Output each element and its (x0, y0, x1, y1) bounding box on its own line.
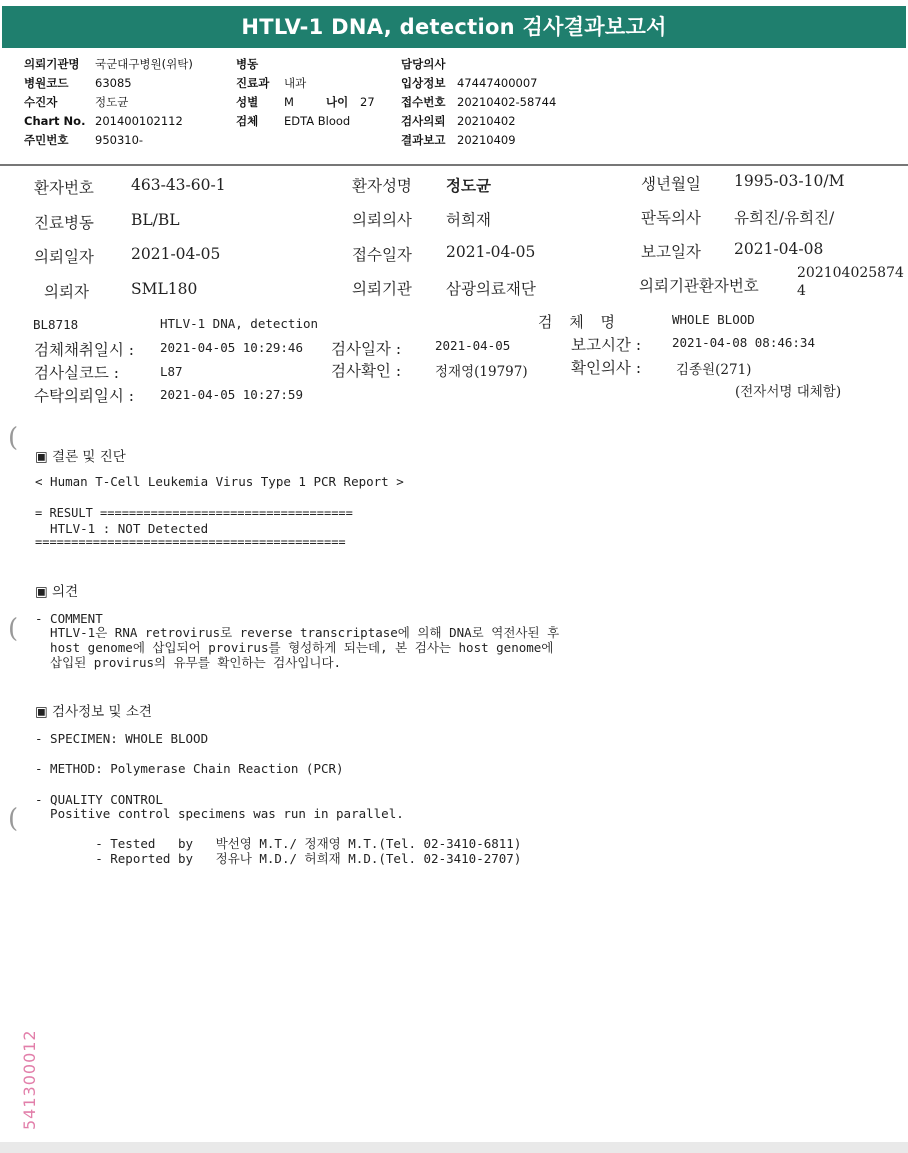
hdr-value-age: 27 (360, 95, 375, 109)
label-reg-no: 환자번호 (34, 179, 94, 197)
reported-by-line: - Reported by 정유나 M.D./ 허희재 M.D.(Tel. 02-3410-2707) (35, 851, 522, 866)
hdr-label-age: 나이 (326, 95, 349, 109)
comment-line-1: HTLV-1은 RNA retrovirus로 reverse transcriptase에 의해 DNA로 역전사된 후 (35, 625, 560, 640)
document-stamp-number: 541300012 (20, 1029, 39, 1130)
hdr-value-accession-no: 20210402-58744 (457, 95, 557, 109)
value-consign: 2021-04-05 10:27:59 (160, 387, 303, 402)
hdr-value-department: 내과 (284, 76, 307, 90)
value-org-patient-no-2: 4 (797, 283, 806, 299)
comment-line-3: 삽입된 provirus의 유무를 확인하는 검사입니다. (35, 655, 342, 670)
value-org-patient-no-1: 202104025874 (797, 265, 904, 281)
value-requester: SML180 (131, 280, 198, 298)
header-col-2 (236, 55, 375, 131)
result-value: HTLV-1 : NOT Detected (35, 521, 209, 536)
info-qc-heading: - QUALITY CONTROL (35, 792, 163, 807)
info-method: - METHOD: Polymerase Chain Reaction (PCR) (35, 761, 344, 776)
result-rule-line: =========================================== (35, 535, 346, 549)
value-confirm-doctor: 김종원(271) (676, 362, 752, 378)
hdr-value-org: 국군대구병원(위탁) (95, 57, 193, 71)
label-confirm-doctor: 확인의사 : (571, 359, 642, 377)
label-req-doctor: 의뢰의사 (352, 211, 412, 229)
value-exam-date: 2021-04-05 (435, 338, 511, 353)
hdr-value-test-request: 20210402 (457, 114, 516, 128)
value-report-date: 2021-04-08 (734, 240, 824, 258)
report-title: HTLV-1 DNA, detection 검사결과보고서 (241, 15, 667, 39)
test-code: BL8718 (33, 317, 79, 332)
label-req-date: 의뢰일자 (34, 248, 94, 266)
result-header-line: = RESULT =================================== (35, 506, 353, 520)
label-birth: 생년월일 (641, 175, 701, 193)
hdr-label-accession-no: 접수번호 (401, 95, 446, 109)
value-req-doctor: 허희재 (446, 211, 491, 229)
label-report-date: 보고일자 (641, 243, 701, 261)
hdr-value-specimen: EDTA Blood (284, 114, 351, 128)
hdr-value-result-report: 20210409 (457, 133, 516, 147)
hdr-label-resident-no: 주민번호 (24, 133, 69, 147)
hdr-value-patient: 정도균 (95, 95, 129, 109)
header-col-1 (24, 55, 193, 150)
label-req-org: 의뢰기관 (352, 280, 412, 298)
hdr-label-patient: 수진자 (24, 95, 58, 109)
hdr-label-org: 의뢰기관명 (24, 57, 80, 71)
hdr-label-doctor: 담당의사 (401, 57, 446, 71)
value-collect: 2021-04-05 10:29:46 (160, 340, 303, 355)
hdr-label-specimen: 검체 (236, 114, 259, 128)
value-req-date: 2021-04-05 (131, 245, 221, 263)
label-report-time: 보고시간 : (571, 336, 642, 354)
header-col-3 (401, 55, 556, 150)
value-report-time: 2021-04-08 08:46:34 (672, 335, 815, 350)
label-lab-code: 검사실코드 : (34, 364, 120, 382)
report-title-banner (2, 6, 906, 48)
value-reg-no: 463-43-60-1 (131, 176, 226, 194)
value-specimen-name: WHOLE BLOOD (672, 312, 755, 327)
comment-heading: - COMMENT (35, 611, 103, 626)
hdr-label-chart-no: Chart No. (24, 114, 86, 128)
value-patient-name: 정도균 (446, 176, 491, 195)
hdr-value-sex: M (284, 95, 294, 109)
value-recv-date: 2021-04-05 (446, 243, 536, 261)
label-read-doctor: 판독의사 (641, 209, 701, 227)
value-lab-code: L87 (160, 364, 183, 379)
label-patient-name: 환자성명 (352, 177, 412, 195)
value-birth: 1995-03-10/M (734, 172, 845, 190)
section-conclusion-title: ▣ 결론 및 진단 (35, 449, 126, 465)
hdr-label-test-request: 검사의뢰 (401, 114, 446, 128)
label-specimen-name: 검 체 명 (538, 313, 622, 331)
hdr-label-result-report: 결과보고 (401, 133, 446, 147)
test-name: HTLV-1 DNA, detection (160, 316, 319, 331)
hdr-label-ward: 병동 (236, 57, 259, 71)
info-specimen: - SPECIMEN: WHOLE BLOOD (35, 731, 209, 746)
label-ward: 진료병동 (34, 214, 94, 232)
page-bottom-bar (0, 1142, 908, 1153)
section-test-info-title: ▣ 검사정보 및 소견 (35, 704, 152, 720)
hdr-value-clinical-info: 47447400007 (457, 76, 538, 90)
punch-hole-mark: ( (8, 614, 19, 644)
punch-hole-mark: ( (8, 423, 19, 453)
label-org-patient-no: 의뢰기관환자번호 (639, 277, 759, 295)
value-req-org: 삼광의료재단 (446, 280, 536, 298)
hdr-label-department: 진료과 (236, 76, 270, 90)
hdr-value-resident-no: 950310- (95, 133, 144, 147)
label-consign: 수탁의뢰일시 : (34, 387, 134, 405)
value-confirm: 정재영(19797) (435, 364, 528, 380)
hdr-value-hospital-code: 63085 (95, 76, 132, 90)
pcr-report-title: < Human T-Cell Leukemia Virus Type 1 PCR Report > (35, 474, 404, 489)
label-recv-date: 접수일자 (352, 246, 412, 264)
punch-hole-mark: ( (8, 804, 19, 834)
hdr-label-clinical-info: 입상정보 (401, 76, 446, 90)
label-exam-date: 검사일자 : (331, 340, 402, 358)
value-read-doctor: 유희진/유희진/ (734, 209, 835, 227)
label-collect: 검체채취일시 : (34, 341, 134, 359)
label-confirm: 검사확인 : (331, 362, 402, 380)
value-ward: BL/BL (131, 211, 180, 229)
comment-line-2: host genome에 삽입되어 provirus를 형성하게 되는데, 본 검사는 host genome에 (35, 640, 554, 655)
label-requester: 의뢰자 (44, 283, 89, 301)
tested-by-line: - Tested by 박선영 M.T./ 정재영 M.T.(Tel. 02-3410-6811) (35, 836, 522, 851)
header-divider (0, 164, 908, 166)
section-opinion-title: ▣ 의견 (35, 584, 79, 600)
info-qc-line: Positive control specimens was run in parallel. (35, 806, 404, 821)
hdr-value-chart-no: 201400102112 (95, 114, 183, 128)
hdr-label-hospital-code: 병원코드 (24, 76, 69, 90)
esign-note: (전자서명 대체함) (735, 384, 842, 400)
hdr-label-sex: 성별 (236, 95, 259, 109)
